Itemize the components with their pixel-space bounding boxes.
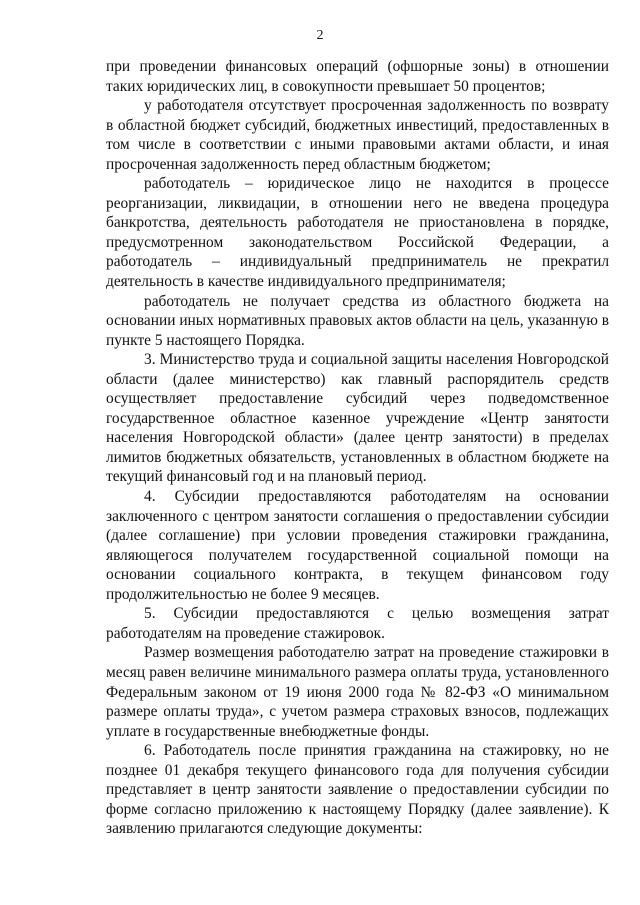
paragraph-offshore-continuation: при проведении финансовых операций (офшорные зоны) в отношении таких юридических лиц, в совокупности превышает 50 процентов; — [106, 58, 609, 95]
paragraph-clause-5: 5. Субсидии предоставляются с целью возмещения затрат работодателям на проведение стажировок. — [106, 605, 609, 642]
paragraph-no-overdue-debt: у работодателя отсутствует просроченная задолженность по возврату в областной бюджет субсидий, бюджетных инвестиций, предоставленных в том числе в соответствии с иными правовыми актами области, и иная просроченная задолженность перед областным бюджетом; — [106, 97, 609, 173]
page-number: 2 — [316, 28, 324, 43]
paragraph-clause-3: 3. Министерство труда и социальной защиты населения Новгородской области (далее министерство) как главный распорядитель средств осуществляет предоставление субсидий через подведомственное государственное областное казенное учреждение «Центр занятости населения Новгородской области» (далее центр занятости) в пределах лимитов бюджетных обязательств, установленных в областном бюджете на текущий финансовый год и на плановый период. — [106, 351, 609, 486]
paragraph-clause-4: 4. Субсидии предоставляются работодателям на основании заключенного с центром занятости соглашения о предоставлении субсидии (далее соглашение) при условии проведения стажировки гражданина, являющегося получателем государственной социальной помощи на основании социального контракта, в текущем финансовом году продолжительностью не более 9 месяцев. — [106, 488, 609, 603]
paragraph-clause-6: 6. Работодатель после принятия гражданина на стажировку, но не позднее 01 декабря текущего финансового года для получения субсидии представляет в центр занятости заявление о предоставлении субсидии по форме согласно приложению к настоящему Порядку (далее заявление). К заявлению прилагаются следующие документы: — [106, 742, 609, 838]
paragraph-not-in-reorganization: работодатель – юридическое лицо не находится в процессе реорганизации, ликвидации, в отношении него не введена процедура банкротства, деятельность работодателя не приостановлена в порядке, предусмотренном законодательством Российской Федерации, а работодатель – индивидуальный предприниматель не прекратил деятельность в качестве индивидуального предпринимателя; — [106, 175, 609, 291]
paragraph-reimbursement-amount: Размер возмещения работодателю затрат на проведение стажировки в месяц равен величине минимального размера оплаты труда, установленного Федеральным законом от 19 июня 2000 года № 82-ФЗ «О минимальном размере оплаты труда», с учетом размера страховых взносов, подлежащих уплате в государственные внебюджетные фонды. — [106, 644, 609, 740]
paragraph-no-other-budget-funds: работодатель не получает средства из областного бюджета на основании иных нормативных правовых актов области на цель, указанную в пункте 5 настоящего Порядка. — [106, 292, 609, 349]
document-body — [106, 57, 609, 839]
